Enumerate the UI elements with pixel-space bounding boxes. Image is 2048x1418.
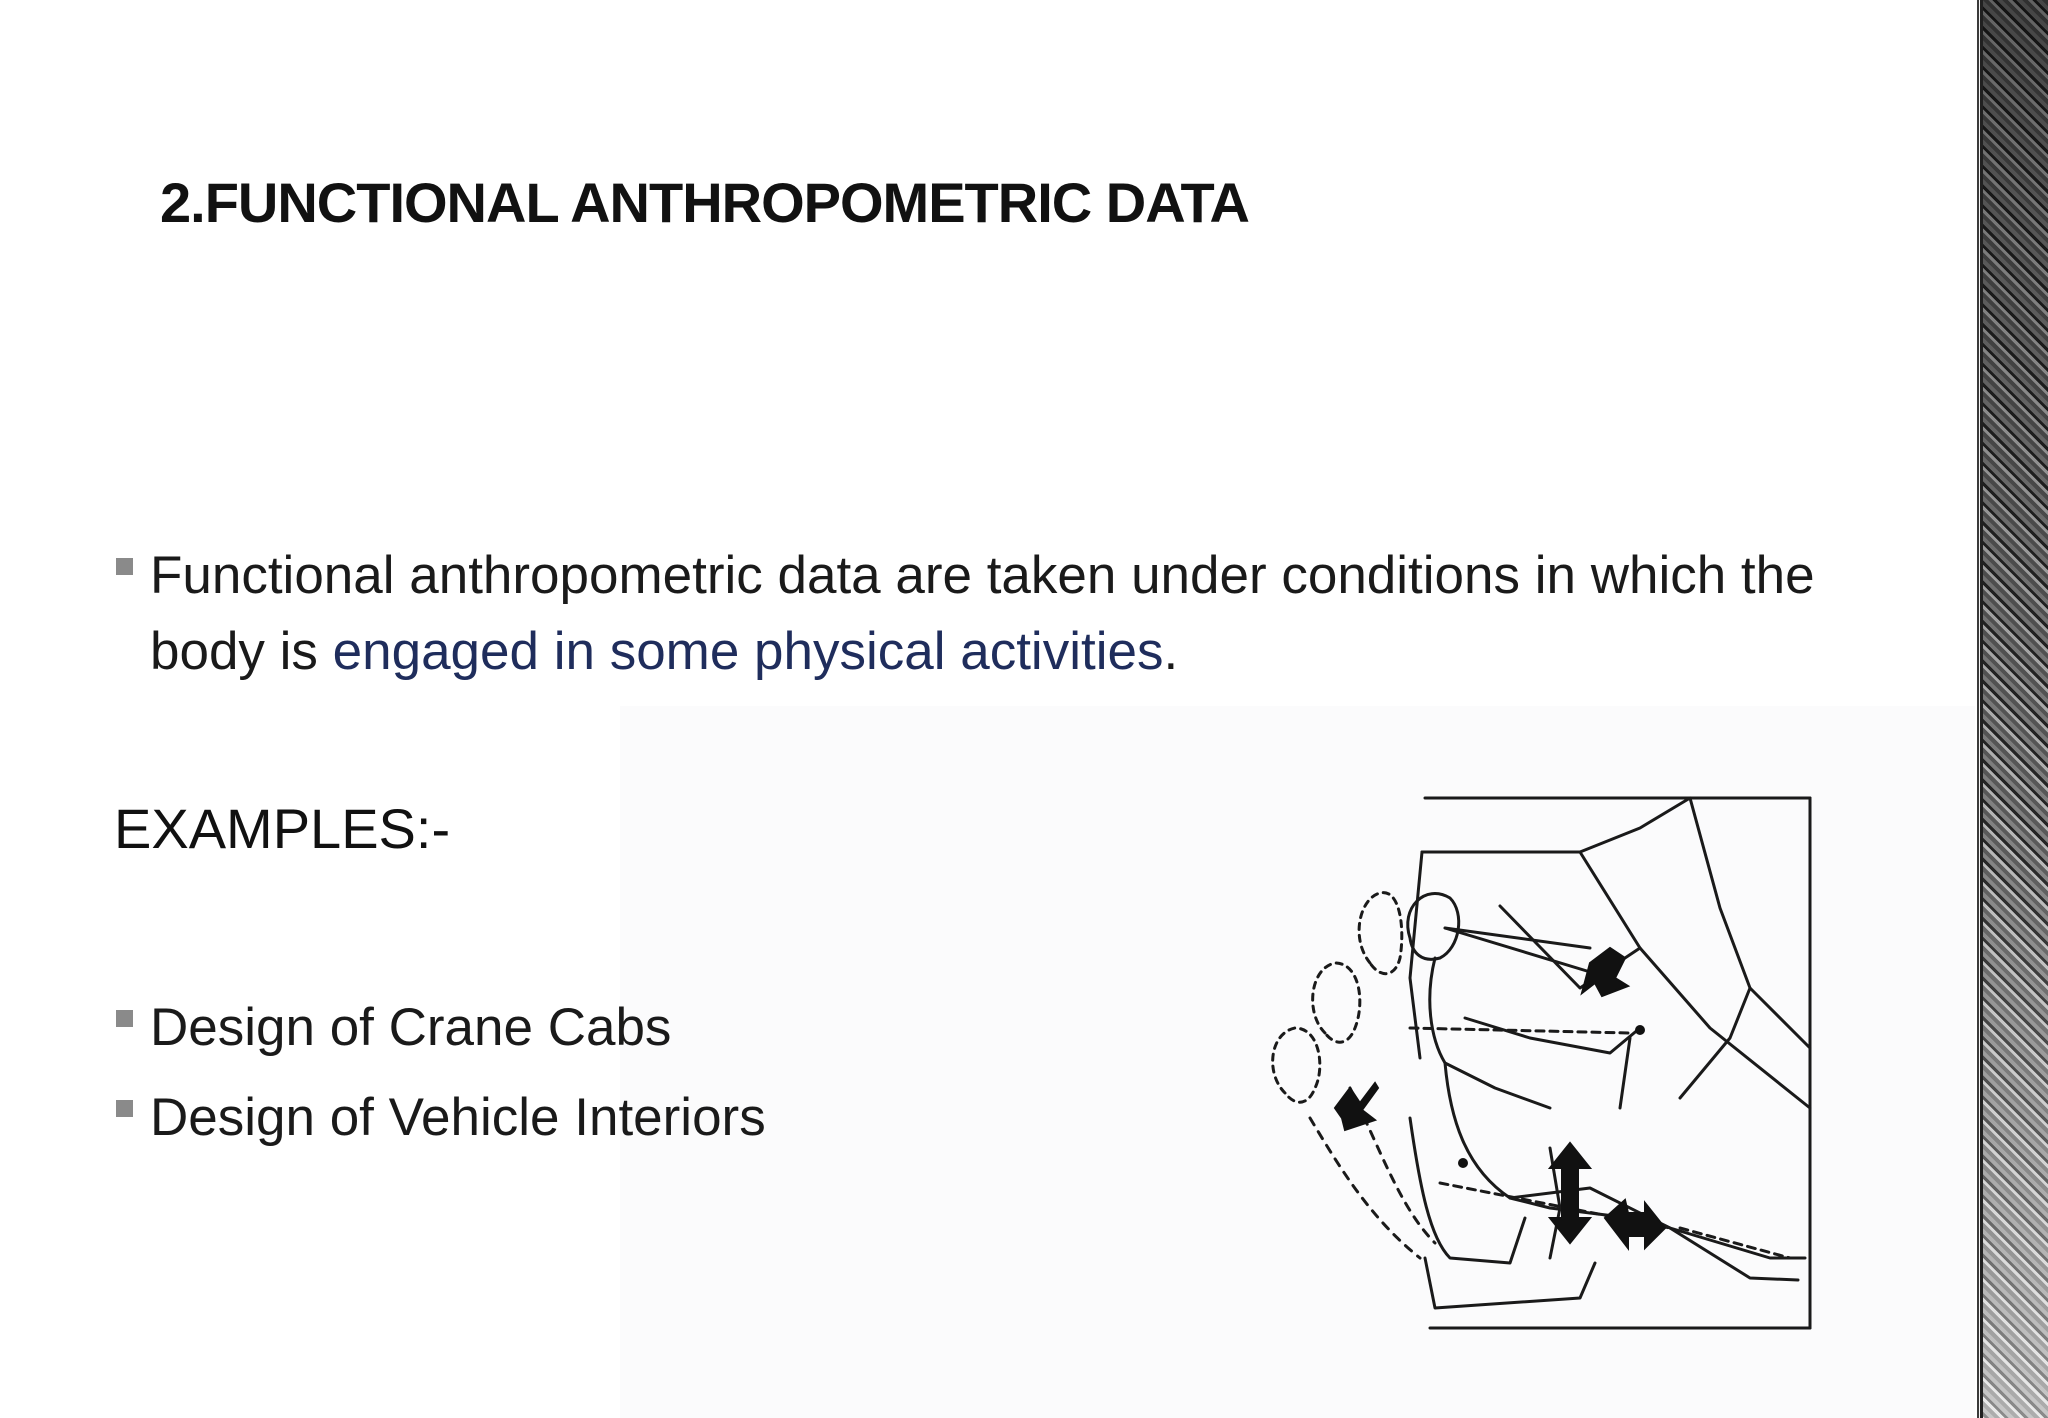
examples-list bbox=[116, 990, 766, 1170]
definition-text-before: Functional anthropometric data are taken under conditions in which the body is bbox=[150, 546, 1815, 681]
definition-highlight: engaged in some physical activities bbox=[332, 622, 1164, 681]
definition-bullet bbox=[116, 538, 1816, 690]
slide-title: 2.FUNCTIONAL ANTHROPOMETRIC DATA bbox=[160, 171, 1249, 234]
square-bullet-icon bbox=[116, 558, 133, 575]
list-item bbox=[116, 990, 766, 1066]
definition-text-after: . bbox=[1163, 622, 1179, 681]
examples-heading: EXAMPLES:- bbox=[114, 797, 451, 860]
example-crane-cabs: Design of Crane Cabs bbox=[150, 998, 672, 1057]
definition-text bbox=[116, 538, 1816, 690]
example-vehicle-interiors: Design of Vehicle Interiors bbox=[150, 1088, 766, 1147]
square-bullet-icon bbox=[116, 1100, 133, 1117]
list-item bbox=[116, 1080, 766, 1156]
decorative-side-border bbox=[1975, 0, 2048, 1418]
square-bullet-icon bbox=[116, 1010, 133, 1027]
seated-operator-cab-diagram bbox=[1250, 788, 1820, 1338]
